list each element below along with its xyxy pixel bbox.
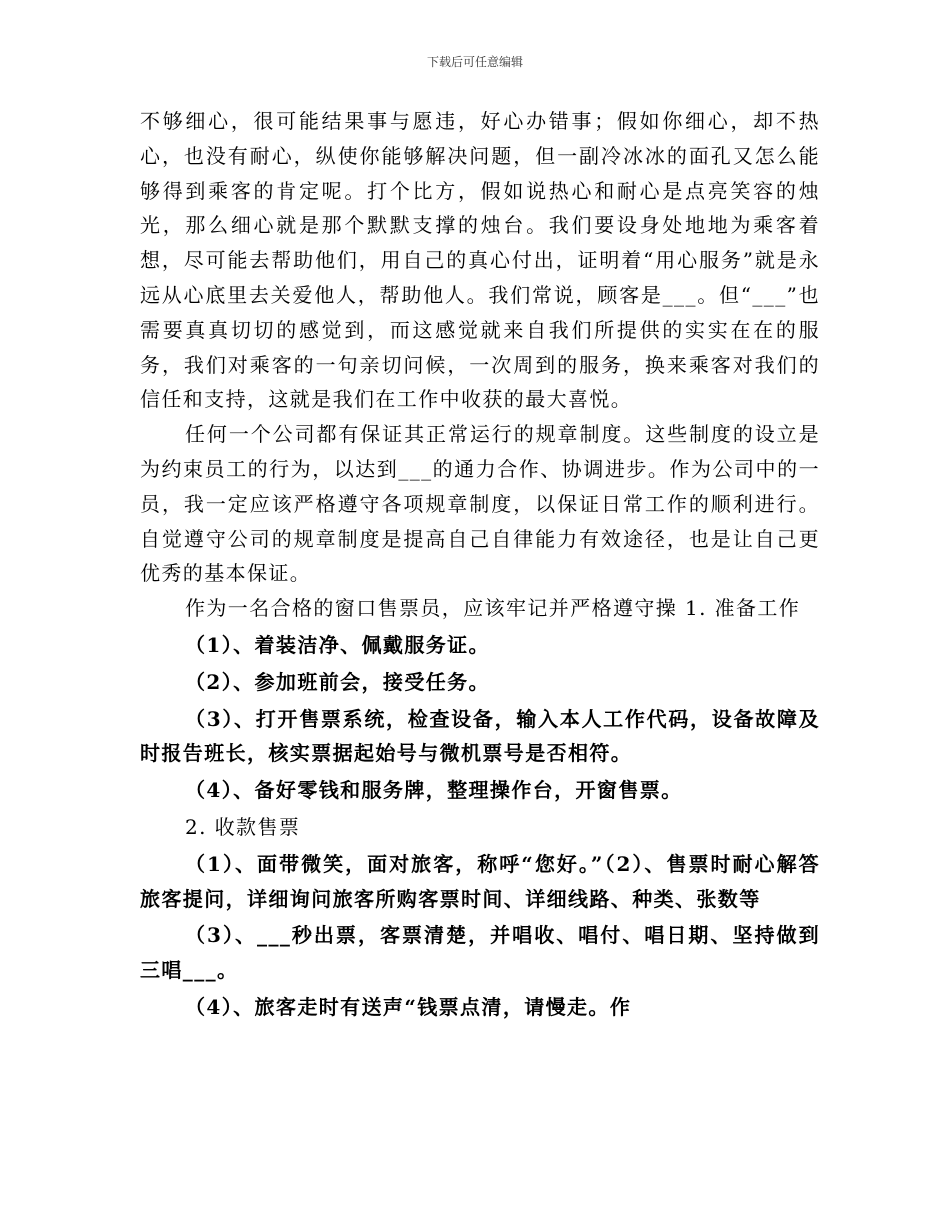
list-item-prep-4: （4）、备好零钱和服务牌，整理操作台，开窗售票。 [185, 778, 683, 803]
paragraph-company-rules: 任何一个公司都有保证其正常运行的规章制度。这些制度的设立是为约束员工的行为，以达到___的通力合作、协调进步。作为公司中的一员，我一定应该严格遵守各项规章制度，以保证日常工作的顺利进行。自觉遵守公司的规章制度是提高自己自律能力有效途径，也是让自己更优秀的基本保证。 [140, 422, 820, 586]
page-header: 下载后可任意编辑 [426, 55, 523, 69]
paragraph-service-attitude: 不够细心，很可能结果事与愿违，好心办错事；假如你细心，却不热心，也没有耐心，纵使你能够解决问题，但一副冷冰冰的面孔又怎么能够得到乘客的肯定呢。打个比方，假如说热心和耐心是点亮笑容的烛光，那么细心就是那个默默支撑的烛台。我们要设身处地地为乘客着想，尽可能去帮助他们，用自己的真心付出，证明着“用心服务”就是永远从心底里去关爱他人，帮助他人。我们常说，顾客是___。但“___”也需要真真切切的感觉到，而这感觉就来自我们所提供的实实在在的服务，我们对乘客的一句亲切问候，一次周到的服务，换来乘客对我们的信任和支持，这就是我们在工作中收获的最大喜悦。 [140, 109, 820, 412]
list-item-prep-1: （1）、着装洁净、佩戴服务证。 [185, 632, 490, 657]
list-item-prep-2: （2）、参加班前会，接受任务。 [185, 669, 490, 694]
document-body [140, 104, 820, 1025]
section-heading-ticket-sale: 2. 收款售票 [185, 814, 301, 839]
list-item-sale-4: （4）、旅客走时有送声“钱票点清，请慢走。作 [185, 994, 632, 1019]
paragraph-ticket-seller-intro: 作为一名合格的窗口售票员，应该牢记并严格遵守操 1. 准备工作 [185, 596, 801, 621]
list-item-sale-1-2: （1）、面带微笑，面对旅客，称呼“您好。”（2）、售票时耐心解答旅客提问，详细询问旅客所购客票时间、详细线路、种类、张数等 [140, 851, 820, 911]
list-item-sale-3: （3）、___秒出票，客票清楚，并唱收、唱付、唱日期、坚持做到三唱___。 [140, 923, 820, 983]
list-item-prep-3: （3）、打开售票系统，检查设备，输入本人工作代码，设备故障及时报告班长，核实票据起始号与微机票号是否相符。 [140, 706, 820, 766]
